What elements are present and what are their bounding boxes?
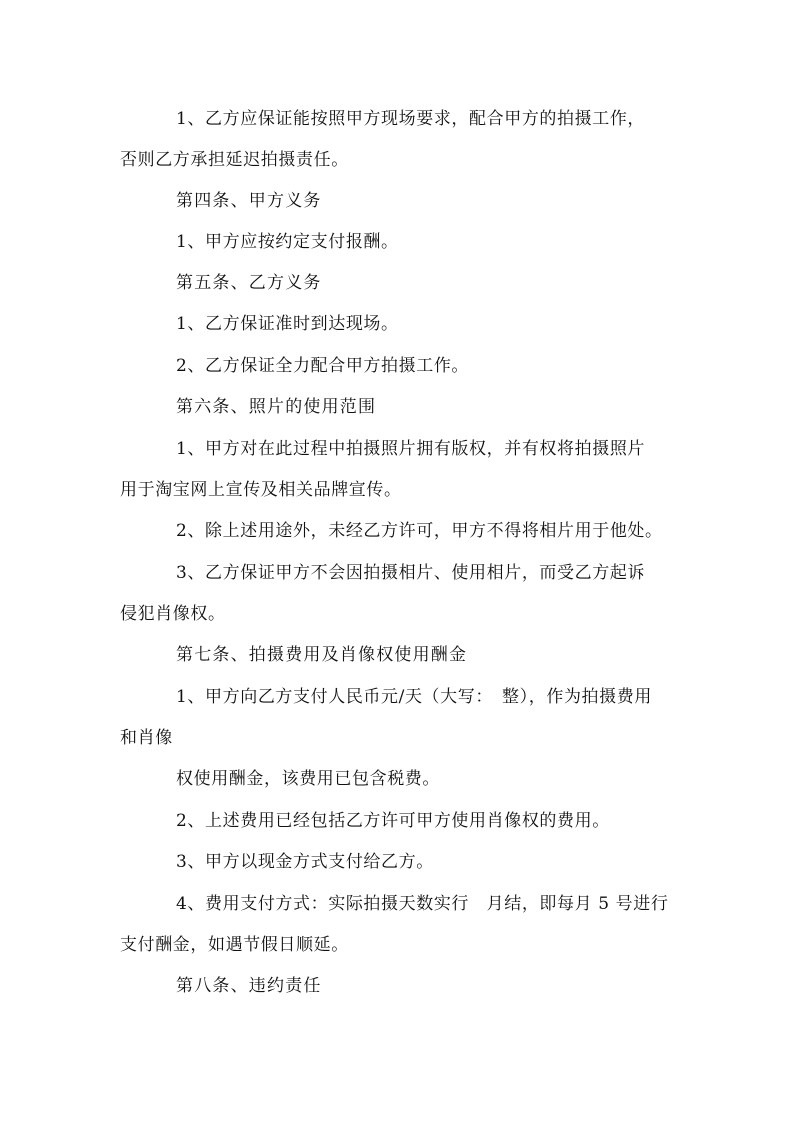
paragraph-line: 3、乙方保证甲方不会因拍摄相片、使用相片，而受乙方起诉	[176, 563, 646, 583]
paragraph-line: 权使用酬金，该费用已包含税费。	[176, 769, 440, 789]
section-heading: 第六条、照片的使用范围	[176, 397, 377, 417]
paragraph-line: 4、费用支付方式：实际拍摄天数实行 月结，即每月 5 号进行	[176, 894, 669, 914]
paragraph-line: 1、甲方对在此过程中拍摄照片拥有版权，并有权将拍摄照片	[176, 439, 646, 459]
paragraph-line: 侵犯肖像权。	[120, 604, 226, 624]
paragraph-line: 1、甲方应按约定支付报酬。	[176, 232, 399, 252]
section-heading: 第五条、乙方义务	[176, 273, 322, 293]
paragraph-line: 1、乙方保证准时到达现场。	[176, 314, 399, 334]
paragraph-line: 1、甲方向乙方支付人民币元/天（大写： 整），作为拍摄费用	[176, 687, 652, 707]
section-heading: 第七条、拍摄费用及肖像权使用酬金	[176, 645, 468, 665]
paragraph-line: 2、乙方保证全力配合甲方拍摄工作。	[176, 356, 470, 376]
section-heading: 第八条、违约责任	[176, 976, 322, 996]
paragraph-line: 2、除上述用途外，未经乙方许可，甲方不得将相片用于他处。	[176, 521, 663, 541]
paragraph-line: 和肖像	[120, 728, 173, 748]
paragraph-line: 2、上述费用已经包括乙方许可甲方使用肖像权的费用。	[176, 811, 610, 831]
section-heading: 第四条、甲方义务	[176, 191, 322, 211]
paragraph-line: 3、甲方以现金方式支付给乙方。	[176, 852, 434, 872]
paragraph-line: 用于淘宝网上宣传及相关品牌宣传。	[120, 480, 402, 500]
paragraph-line: 否则乙方承担延迟拍摄责任。	[120, 150, 349, 170]
paragraph-line: 支付酬金，如遇节假日顺延。	[120, 935, 349, 955]
paragraph-line: 1、乙方应保证能按照甲方现场要求，配合甲方的拍摄工作，	[176, 109, 646, 129]
